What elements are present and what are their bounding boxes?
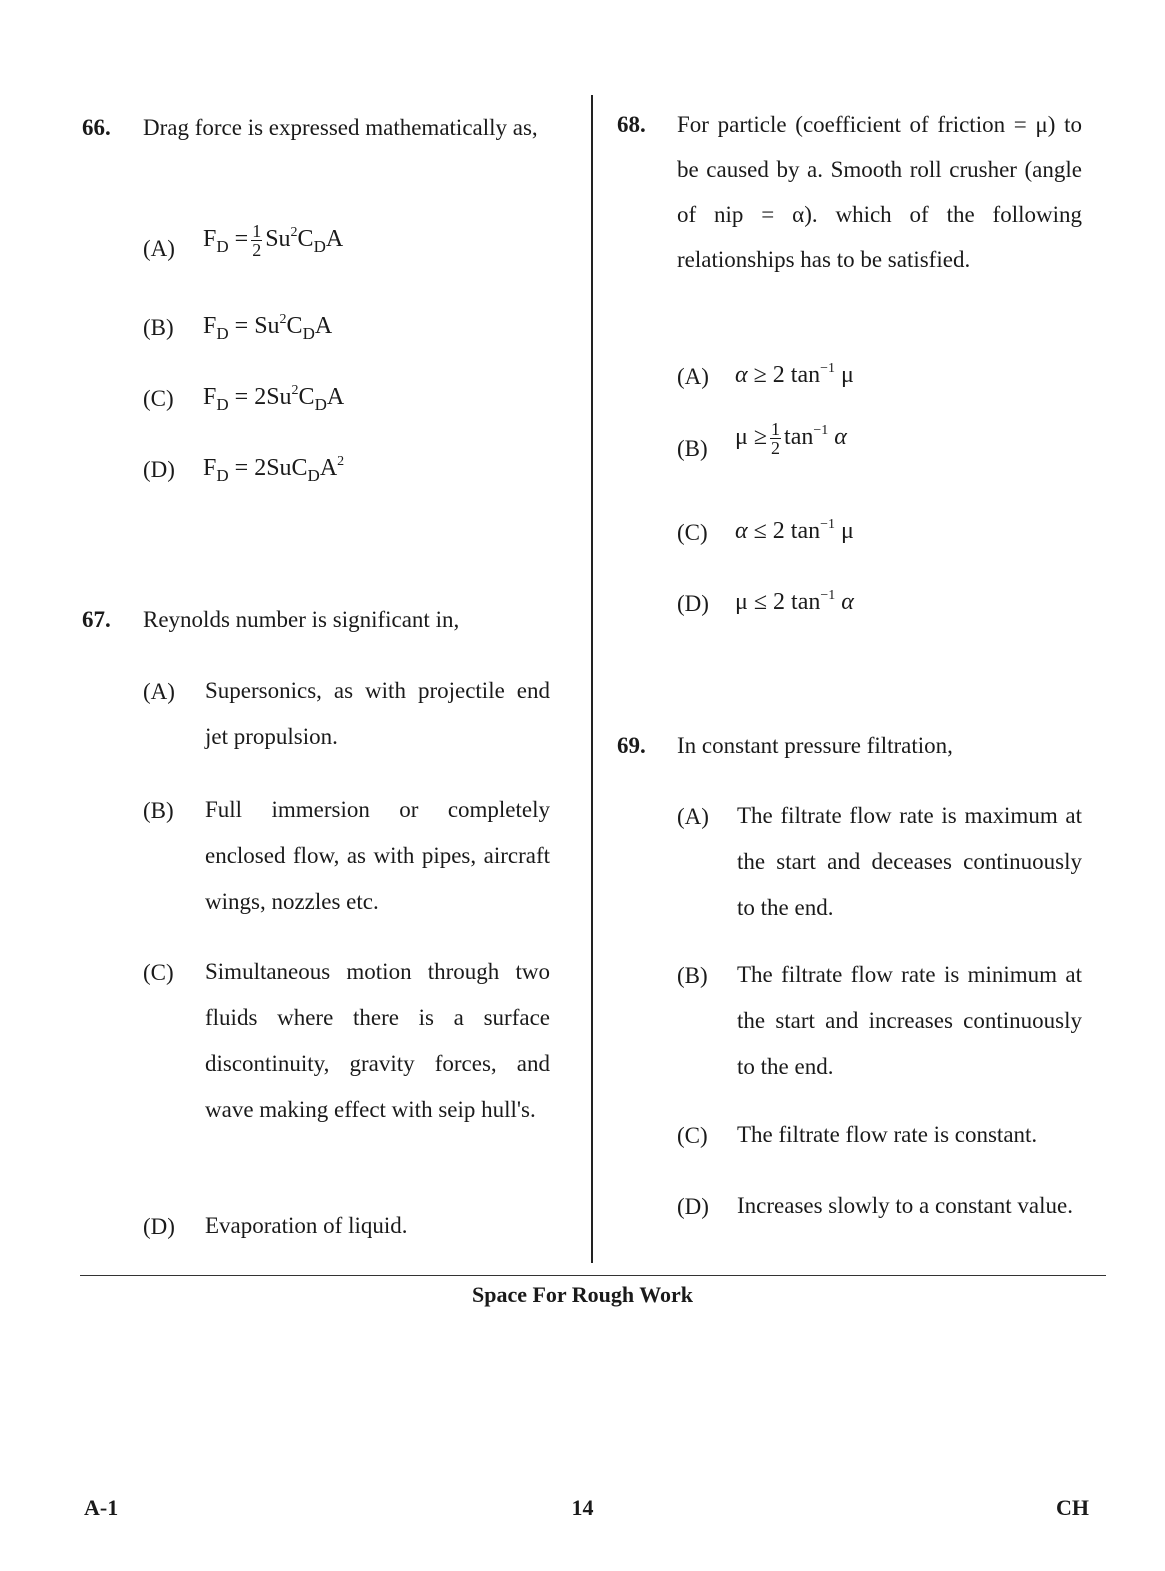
q67-option-c-label: (C) [143, 960, 174, 985]
rough-work-divider [80, 1275, 1106, 1276]
q67-option-b-label: (B) [143, 798, 174, 823]
question-67-text: Reynolds number is significant in, [143, 607, 460, 632]
q68-option-b-formula: μ ≥ $\frac{1}{2}$ $\tan^{-1} \alpha$ [735, 419, 847, 458]
q69-option-a-label: (A) [677, 804, 709, 829]
q67-option-a-label: (A) [143, 679, 175, 704]
q68-option-d-label: (D) [677, 591, 709, 616]
q69-option-b-text: The filtrate flow rate is minimum at the start and increases continuously to the end. [737, 962, 1082, 1079]
q68-option-d-formula: μ ≤ 2 $\tan^{-1} \alpha$ [735, 588, 854, 615]
q68-option-b-label: (B) [677, 436, 708, 461]
q67-option-c-text: Simultaneous motion through two fluids where there is a surface discontinuity, gravity forces, and wave making effect with seip hull's. [205, 959, 550, 1122]
q68-option-a-formula: α ≥ 2 $\tan^{-1} \mu$ [735, 361, 854, 388]
question-68-number: 68. [617, 112, 646, 137]
q66-option-d-formula: $F_D = 2SuC_DA^2$ [203, 454, 345, 485]
q67-option-d-text: Evaporation of liquid. [205, 1213, 408, 1238]
question-66-text: Drag force is expressed mathematically as, [143, 115, 538, 140]
q69-option-b-label: (B) [677, 963, 708, 988]
question-69-text: In constant pressure filtration, [677, 733, 953, 758]
footer-series-code: A-1 [84, 1495, 119, 1520]
q69-option-d-label: (D) [677, 1194, 709, 1219]
question-69-number: 69. [617, 733, 646, 758]
q66-option-c-label: (C) [143, 386, 174, 411]
q67-option-b-text: Full immersion or completely enclosed flow, as with pipes, aircraft wings, nozzles etc. [205, 797, 550, 914]
q67-option-d-label: (D) [143, 1214, 175, 1239]
q66-option-b-formula: $F_D = Su^2C_DA$ [203, 312, 333, 343]
q66-option-a-formula: $F_D$ = $\frac{1}{2}$ $Su^2C_DA$ [203, 221, 344, 260]
footer-subject-code: CH [1056, 1495, 1089, 1520]
q66-option-d-label: (D) [143, 457, 175, 482]
q69-option-c-text: The filtrate flow rate is constant. [737, 1122, 1038, 1147]
question-67-number: 67. [82, 607, 111, 632]
column-divider [591, 95, 593, 1263]
q66-option-c-formula: $F_D = 2Su^2C_DA$ [203, 383, 345, 414]
q68-option-a-label: (A) [677, 364, 709, 389]
q68-option-c-label: (C) [677, 520, 708, 545]
question-66-number: 66. [82, 115, 111, 140]
rough-work-label: Space For Rough Work [471, 1282, 694, 1307]
q68-option-c-formula: α ≤ 2 $\tan^{-1} \mu$ [735, 517, 854, 544]
page-number: 14 [571, 1495, 594, 1520]
q69-option-c-label: (C) [677, 1123, 708, 1148]
q69-option-d-text: Increases slowly to a constant value. [737, 1193, 1073, 1218]
q67-option-a-text: Supersonics, as with projectile end jet propulsion. [205, 678, 550, 749]
q66-option-a-label: (A) [143, 236, 175, 261]
question-68-text: For particle (coefficient of friction = μ) to be caused by a. Smooth roll crusher (angle of nip = α). which of the following relationships has to be satisfied. [677, 112, 1082, 272]
q66-option-b-label: (B) [143, 315, 174, 340]
q69-option-a-text: The filtrate flow rate is maximum at the start and deceases continuously to the end. [737, 803, 1082, 920]
